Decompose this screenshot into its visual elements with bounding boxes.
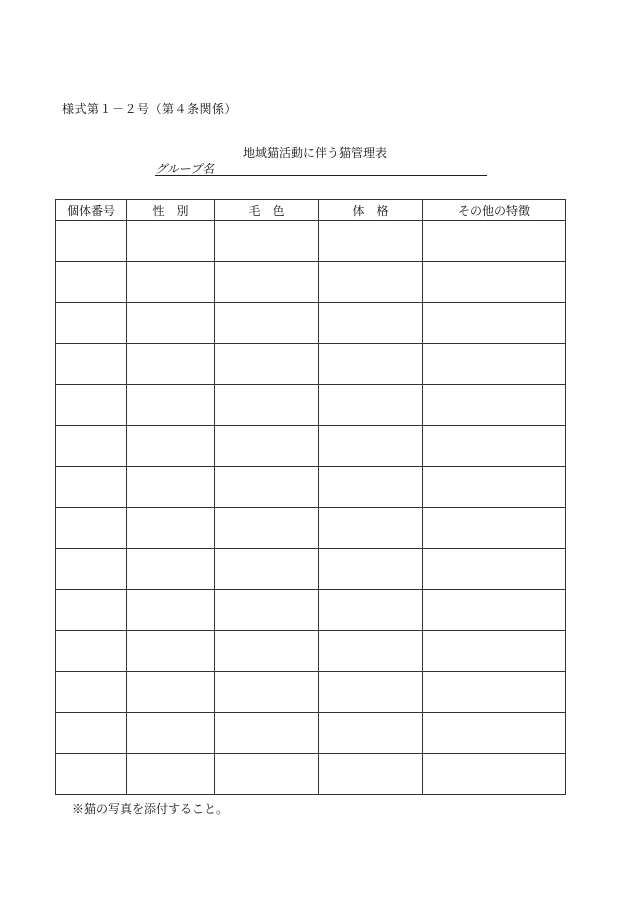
group-name-label: グループ名 [155, 162, 215, 176]
other-features-cell[interactable] [423, 467, 566, 508]
other-features-cell[interactable] [423, 672, 566, 713]
coat-color-cell[interactable] [215, 262, 319, 303]
table-row [56, 713, 566, 754]
other-features-cell[interactable] [423, 549, 566, 590]
header-coat-color: 毛 色 [215, 200, 319, 221]
table-row [56, 549, 566, 590]
build-cell[interactable] [319, 713, 423, 754]
header-sex: 性 別 [127, 200, 215, 221]
sex-cell[interactable] [127, 754, 215, 795]
build-cell[interactable] [319, 262, 423, 303]
table-row [56, 631, 566, 672]
table-row [56, 508, 566, 549]
other-features-cell[interactable] [423, 508, 566, 549]
coat-color-cell[interactable] [215, 754, 319, 795]
sex-cell[interactable] [127, 426, 215, 467]
build-cell[interactable] [319, 508, 423, 549]
coat-color-cell[interactable] [215, 549, 319, 590]
cat-management-table [55, 199, 566, 795]
build-cell[interactable] [319, 221, 423, 262]
group-name-field[interactable] [155, 160, 487, 176]
coat-color-cell[interactable] [215, 508, 319, 549]
table-row [56, 344, 566, 385]
sex-cell[interactable] [127, 221, 215, 262]
sex-cell[interactable] [127, 385, 215, 426]
sex-cell[interactable] [127, 508, 215, 549]
coat-color-cell[interactable] [215, 672, 319, 713]
other-features-cell[interactable] [423, 631, 566, 672]
other-features-cell[interactable] [423, 385, 566, 426]
other-features-cell[interactable] [423, 426, 566, 467]
photo-note: ※猫の写真を添付すること。 [72, 802, 229, 816]
id-number-cell[interactable] [56, 467, 127, 508]
sex-cell[interactable] [127, 262, 215, 303]
table-body [56, 221, 566, 795]
build-cell[interactable] [319, 426, 423, 467]
table-header-row [56, 200, 566, 221]
header-build: 体 格 [319, 200, 423, 221]
coat-color-cell[interactable] [215, 303, 319, 344]
id-number-cell[interactable] [56, 754, 127, 795]
other-features-cell[interactable] [423, 754, 566, 795]
build-cell[interactable] [319, 549, 423, 590]
coat-color-cell[interactable] [215, 426, 319, 467]
coat-color-cell[interactable] [215, 590, 319, 631]
coat-color-cell[interactable] [215, 344, 319, 385]
sex-cell[interactable] [127, 344, 215, 385]
id-number-cell[interactable] [56, 590, 127, 631]
id-number-cell[interactable] [56, 262, 127, 303]
build-cell[interactable] [319, 385, 423, 426]
build-cell[interactable] [319, 344, 423, 385]
build-cell[interactable] [319, 590, 423, 631]
build-cell[interactable] [319, 467, 423, 508]
id-number-cell[interactable] [56, 426, 127, 467]
build-cell[interactable] [319, 754, 423, 795]
table-row [56, 385, 566, 426]
build-cell[interactable] [319, 303, 423, 344]
id-number-cell[interactable] [56, 385, 127, 426]
build-cell[interactable] [319, 631, 423, 672]
coat-color-cell[interactable] [215, 713, 319, 754]
document-title: 地域猫活動に伴う猫管理表 [242, 146, 387, 160]
table-row [56, 672, 566, 713]
other-features-cell[interactable] [423, 590, 566, 631]
table-row [56, 426, 566, 467]
other-features-cell[interactable] [423, 303, 566, 344]
id-number-cell[interactable] [56, 303, 127, 344]
other-features-cell[interactable] [423, 221, 566, 262]
header-other-features: その他の特徴 [423, 200, 566, 221]
sex-cell[interactable] [127, 713, 215, 754]
coat-color-cell[interactable] [215, 221, 319, 262]
coat-color-cell[interactable] [215, 631, 319, 672]
sex-cell[interactable] [127, 672, 215, 713]
id-number-cell[interactable] [56, 631, 127, 672]
table-row [56, 221, 566, 262]
other-features-cell[interactable] [423, 713, 566, 754]
sex-cell[interactable] [127, 303, 215, 344]
table-row [56, 754, 566, 795]
table-row [56, 303, 566, 344]
other-features-cell[interactable] [423, 262, 566, 303]
id-number-cell[interactable] [56, 221, 127, 262]
table-row [56, 590, 566, 631]
id-number-cell[interactable] [56, 344, 127, 385]
other-features-cell[interactable] [423, 344, 566, 385]
sex-cell[interactable] [127, 590, 215, 631]
id-number-cell[interactable] [56, 549, 127, 590]
table-row [56, 467, 566, 508]
form-number: 様式第１－２号（第４条関係） [62, 102, 238, 116]
sex-cell[interactable] [127, 549, 215, 590]
coat-color-cell[interactable] [215, 467, 319, 508]
table-row [56, 262, 566, 303]
header-id-number: 個体番号 [56, 200, 127, 221]
build-cell[interactable] [319, 672, 423, 713]
id-number-cell[interactable] [56, 508, 127, 549]
sex-cell[interactable] [127, 467, 215, 508]
id-number-cell[interactable] [56, 713, 127, 754]
sex-cell[interactable] [127, 631, 215, 672]
coat-color-cell[interactable] [215, 385, 319, 426]
id-number-cell[interactable] [56, 672, 127, 713]
